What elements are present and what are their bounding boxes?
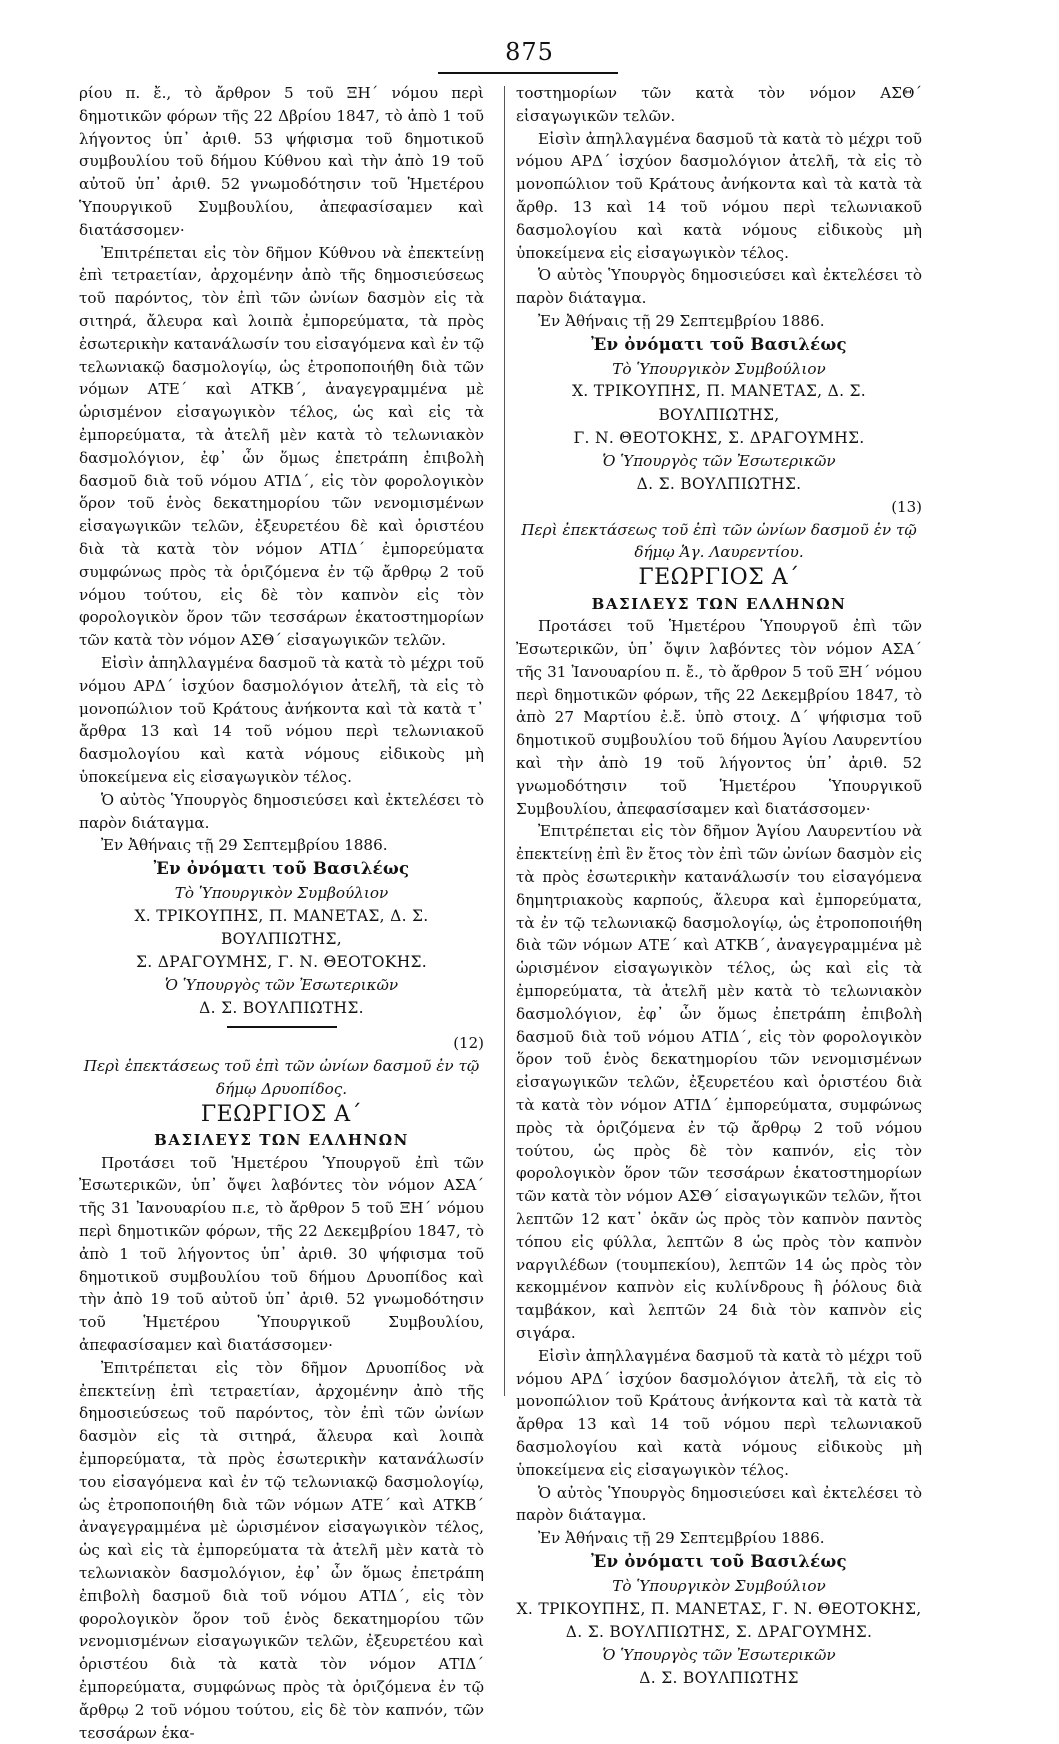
- council-heading: Τὸ Ὑπουργικὸν Συμβούλιον: [174, 883, 389, 902]
- decree-date: Ἐν Ἀθήναις τῇ 29 Σεπτεμβρίου 1886.: [538, 311, 825, 330]
- king-title: ΒΑΣΙΛΕΥΣ ΤΩΝ ΕΛΛΗΝΩΝ: [591, 594, 847, 613]
- minister-title: Ὁ Ὑπουργὸς τῶν Ἐσωτερικῶν: [602, 452, 836, 471]
- paragraph: Προτάσει τοῦ Ἡμετέρου Ὑπουργοῦ ἐπὶ τῶν Ἐσωτερικῶν, ὑπ᾽ ὄψει λαβόντες τὸν νόμον ΑΣΑ΄ τῆς 31 Ἰανουαρίου π.ε, τὸ ἄρθρον 5 τοῦ ΞΗ΄ νόμου περὶ δημοτικῶν φόρων, τῆς 22 Δεκεμβρίου 1847, τὸ ἀπὸ 1 τοῦ λήγοντος ὑπ᾽ ἀριθ. 30 ψήφισμα τοῦ δημοτικοῦ συμβουλίου τοῦ δήμου Δρυοπίδος καὶ τὴν ἀπὸ 19 τοῦ αὐτοῦ ὑπ᾽ ἀριθ. 52 γνωμοδότησιν τοῦ Ἡμετέρου Ὑπουργικοῦ Συμβουλίου, ἀπεφασίσαμεν καὶ διατάσσομεν·: [79, 1153, 484, 1354]
- decree-date: Ἐν Ἀθήναις τῇ 29 Σεπτεμβρίου 1886.: [101, 836, 388, 855]
- paragraph: Ἐπιτρέπεται εἰς τὸν δῆμον Κύθνου νὰ ἐπεκτείνῃ ἐπὶ τετραετίαν, ἀρχομένην ἀπὸ τῆς δημοσιεύσεως τοῦ παρόντος, τὸν ἐπὶ τῶν ὠνίων δασμὸν εἰς τὰ σιτηρά, ἄλευρα καὶ λοιπὰ ἐμπορεύματα, τὰ πρὸς ἐσωτερικὴν κατανάλωσίν του εἰσαγόμενα καὶ ἐν τῷ τελωνιακῷ δασμολογίῳ, ὡς ἐτροποποιήθη διὰ τῶν νόμων ΑΤΕ΄ καὶ ΑΤΚΒ΄, ἀναγεγραμμένα μὲ ὡρισμένον εἰσαγωγικὸν τέλος, ὡς καὶ εἰς τὰ ἐμπορεύματα, τὰ ἀτελῆ μὲν κατὰ τὸ τελωνιακὸν δασμολόγιον, ἐφ᾽ ὧν ὅμως ἐπετράπη ἐπιβολὴ δασμοῦ διὰ τοῦ νόμου ΑΤΙΔ΄, εἰς τὸν φορολογικὸν ὅρον τοῦ ἑνὸς δεκατημορίου τῶν νενομισμένων εἰσαγωγικῶν τελῶν, ἐξευρετέου δὲ καὶ ὁριστέου διὰ τὰ κατὰ τὸν νόμον ΑΤΙΔ΄ ἐμπορεύματα συμφώνως πρὸς τὰ ὁριζόμενα ἐν τῷ ἄρθρῳ 2 τοῦ νόμου τούτου, εἰς δὲ τὸν καπνὸν εἰς τὸν φορολογικὸν ὅρον τῶν τεσσάρων ἑκατοστημορίων τῶν κατὰ τὸν νόμον ΑΣΘ΄ εἰσαγωγικῶν τελῶν.: [79, 243, 484, 650]
- header-rule: [438, 72, 618, 74]
- king-title: ΒΑΣΙΛΕΥΣ ΤΩΝ ΕΛΛΗΝΩΝ: [154, 1131, 409, 1150]
- signatories: Χ. ΤΡΙΚΟΥΠΗΣ, Π. ΜΑΝΕΤΑΣ, Δ. Σ. ΒΟΥΛΠΙΩΤΗΣ,: [571, 382, 867, 424]
- in-name-of-king: Ἐν ὀνόματι τοῦ Βασιλέως: [153, 859, 410, 879]
- paragraph: Εἰσὶν ἀπηλλαγμένα δασμοῦ τὰ κατὰ τὸ μέχρι τοῦ νόμου ΑΡΔ΄ ἰσχύον δασμολόγιον ἀτελῆ, τὰ εἰς τὸ μονοπώλιον τοῦ Κράτους ἀνήκοντα καὶ τὰ κατὰ τὰ ἄρθρα 13 καὶ 14 τοῦ νόμου περὶ τελωνιακοῦ δασμολογίου καὶ κατὰ νόμους εἰδικοὺς μὴ ὑποκείμενα εἰς εἰσαγωγικὸν τέλος.: [516, 1346, 922, 1479]
- minister-title: Ὁ Ὑπουργὸς τῶν Ἐσωτερικῶν: [164, 976, 399, 995]
- signatories: Σ. ΔΡΑΓΟΥΜΗΣ, Γ. Ν. ΘΕΟΤΟΚΗΣ.: [135, 953, 427, 972]
- minister-name: Δ. Σ. ΒΟΥΛΠΙΩΤΗΣ.: [199, 999, 364, 1018]
- left-column: [79, 82, 484, 1744]
- decree-title: Περὶ ἐπεκτάσεως τοῦ ἐπὶ τῶν ὠνίων δασμοῦ ἐν τῷ δήμῳ Ἁγ. Λαυρεντίου.: [521, 520, 917, 562]
- signatories: Χ. ΤΡΙΚΟΥΠΗΣ, Π. ΜΑΝΕΤΑΣ, Δ. Σ. ΒΟΥΛΠΙΩΤΗΣ,: [134, 906, 429, 948]
- paragraph: Ἐπιτρέπεται εἰς τὸν δῆμον Δρυοπίδος νὰ ἐπεκτείνῃ ἐπὶ τετραετίαν, ἀρχομένην ἀπὸ τῆς δημοσιεύσεως τοῦ παρόντος, τὸν ἐπὶ τῶν ὠνίων δασμὸν εἰς τὰ σιτηρά, ἄλευρα καὶ λοιπὰ ἐμπορεύματα, τὰ πρὸς ἐσωτερικὴν κατανάλωσίν του εἰσαγόμενα καὶ ἐν τῷ τελωνιακῷ δασμολογίῳ, ὡς ἐτροποποιήθη διὰ τῶν νόμων ΑΤΕ΄ καὶ ΑΤΚΒ΄ ἀναγεγραμμένα μὲ ὡρισμένον εἰσαγωγικὸν τέλος, ὡς καὶ εἰς τὰ ἐμπορεύματα τὰ ἀτελῆ μὲν κατὰ τὸ τελωνιακὸν δασμολόγιον, ἐφ᾽ ὧν ὅμως ἐπετράπη ἐπιβολὴ δασμοῦ διὰ τοῦ νόμου ΑΤΙΔ΄, εἰς τὸν φορολογικὸν ὅρον τοῦ ἑνὸς δεκατημορίου τῶν νενομισμένων εἰσαγωγικῶν τελῶν, ἐξευρετέου καὶ ὁριστέου διὰ τὰ κατὰ τὸν νόμον ΑΤΙΔ΄ ἐμπορεύματα, συμφώνως πρὸς τὰ ὁριζόμενα ἐν τῷ ἄρθρῳ 2 τοῦ νόμου τούτου, εἰς δὲ τὸν καπνόν, τῶν τεσσάρων ἑκα-: [79, 1358, 484, 1742]
- paragraph: Ὁ αὐτὸς Ὑπουργὸς δημοσιεύσει καὶ ἐκτελέσει τὸ παρὸν διάταγμα.: [79, 790, 484, 832]
- paragraph: Ὁ αὐτὸς Ὑπουργὸς δημοσιεύσει καὶ ἐκτελέσει τὸ παρὸν διάταγμα.: [516, 266, 922, 308]
- king-name: ΓΕΩΡΓΙΟΣ Α΄: [200, 1101, 363, 1127]
- paragraph: Εἰσὶν ἀπηλλαγμένα δασμοῦ τὰ κατὰ τὸ μέχρι τοῦ νόμου ΑΡΔ΄ ἰσχύον δασμολόγιον ἀτελῆ, τὰ εἰς τὸ μονοπώλιον τοῦ Κράτους ἀνήκοντα καὶ τὰ κατὰ τὰ ἄρθρ. 13 καὶ 14 τοῦ νόμου περὶ τελωνιακοῦ δασμολογίου καὶ κατὰ νόμους εἰδικοὺς μὴ ὑποκείμενα εἰς εἰσαγωγικὸν τέλος.: [516, 129, 922, 262]
- decree-number: (12): [453, 1034, 484, 1053]
- king-name: ΓΕΩΡΓΙΟΣ Α΄: [638, 565, 800, 591]
- decree-date: Ἐν Ἀθήναις τῇ 29 Σεπτεμβρίου 1886.: [538, 1529, 825, 1548]
- in-name-of-king: Ἐν ὀνόματι τοῦ Βασιλέως: [591, 334, 847, 354]
- minister-title: Ὁ Ὑπουργὸς τῶν Ἐσωτερικῶν: [602, 1646, 836, 1665]
- paragraph: Εἰσὶν ἀπηλλαγμένα δασμοῦ τὰ κατὰ τὸ μέχρι τοῦ νόμου ΑΡΔ΄ ἰσχύον δασμολόγιον ἀτελῆ, τὰ εἰς τὸ μονοπώλιον τοῦ Κράτους ἀνήκοντα καὶ τὰ κατὰ τ᾽ ἄρθρα 13 καὶ 14 τοῦ νόμου περὶ τελωνιακοῦ δασμολογίου καὶ κατὰ νόμους εἰδικοὺς μὴ ὑποκείμενα εἰς εἰσαγωγικὸν τέλος.: [79, 653, 484, 786]
- page-number: 875: [505, 38, 554, 66]
- signatories: Γ. Ν. ΘΕΟΤΟΚΗΣ, Σ. ΔΡΑΓΟΥΜΗΣ.: [573, 428, 865, 447]
- council-heading: Τὸ Ὑπουργικὸν Συμβούλιον: [612, 1576, 826, 1595]
- paragraph: Ὁ αὐτὸς Ὑπουργὸς δημοσιεύσει καὶ ἐκτελέσει τὸ παρὸν διάταγμα.: [516, 1483, 922, 1525]
- decree-title: Περὶ ἐπεκτάσεως τοῦ ἐπὶ τῶν ὠνίων δασμοῦ ἐν τῷ δήμῳ Δρυοπίδος.: [83, 1056, 480, 1098]
- column-divider: [504, 86, 505, 1396]
- minister-name: Δ. Σ. ΒΟΥΛΠΙΩΤΗΣ.: [636, 474, 802, 493]
- in-name-of-king: Ἐν ὀνόματι τοῦ Βασιλέως: [591, 1551, 847, 1571]
- signatories: Δ. Σ. ΒΟΥΛΠΙΩΤΗΣ, Σ. ΔΡΑΓΟΥΜΗΣ.: [565, 1622, 873, 1641]
- paragraph: ρίου π. ἔ., τὸ ἄρθρον 5 τοῦ ΞΗ΄ νόμου περὶ δημοτικῶν φόρων τῆς 22 Δβρίου 1847, τὸ ἀπὸ 1 τοῦ λήγοντος ὑπ᾽ ἀριθ. 53 ψήφισμα τοῦ δημοτικοῦ συμβουλίου τοῦ δήμου Κύθνου καὶ τὴν ἀπὸ 19 τοῦ αὐτοῦ ὑπ᾽ ἀριθ. 52 γνωμοδότησιν τοῦ Ἡμετέρου Ὑπουργικοῦ Συμβουλίου, ἀπεφασίσαμεν καὶ διατάσσομεν·: [79, 84, 484, 239]
- paragraph: Ἐπιτρέπεται εἰς τὸν δῆμον Ἁγίου Λαυρεντίου νὰ ἐπεκτείνῃ ἐπὶ ἓν ἔτος τὸν ἐπὶ τῶν ὠνίων δασμὸν εἰς τὰ πρὸς ἐσωτερικὴν κατανάλωσίν του εἰσαγόμενα δημητριακοὺς καρπούς, ἄλευρα καὶ ἐμπορεύματα, τὰ ἐν τῷ τελωνιακῷ δασμολογίῳ, ὡς ἐτροποποιήθη διὰ τῶν νόμων ΑΤΕ΄ καὶ ΑΤΚΒ΄, ἀναγεγραμμένα μὲ ὡρισμένον εἰσαγωγικὸν τέλος, ὡς καὶ εἰς τὰ ἐμπορεύματα, τὰ ἀτελῆ μὲν κατὰ τὸ τελωνιακὸν δασμολόγιον, ἐφ᾽ ὧν ὅμως ἐπετράπη ἐπιβολὴ δασμοῦ διὰ τοῦ νόμου ΑΤΙΔ΄, εἰς τὸν φορολογικὸν ὅρον τοῦ ἑνὸς δεκατημορίου τῶν νενομισμένων εἰσαγωγικῶν τελῶν, ἐξευρετέου καὶ ὁριστέου διὰ τὰ κατὰ τὸν νόμον ΑΤΙΔ΄ ἐμπορεύματα, συμφώνως πρὸς τὰ ὁριζόμενα ἐν τῷ ἄρθρῳ 2 τοῦ νόμου τούτου, ὡς πρὸς δὲ τὸν καπνόν, εἰς τὸν φορολογικὸν ὅρον τῶν τεσσάρων ἑκατοστημορίων τῶν κατὰ τὸν νόμον ΑΣΘ΄ εἰσαγωγικῶν τελῶν, ἤτοι λεπτῶν 12 κατ᾽ ὀκᾶν ὡς πρὸς τὸν καπνὸν παντὸς τόπου εἰς φύλλα, λεπτῶν 8 ὡς πρὸς τὸν καπνὸν ναργιλέδων (τουμπεκίου), λεπτῶν 14 ὡς πρὸς τὸν κεκομμένον καπνὸν εἰς κυλίνδρους ἢ ῥόλους διὰ ταμβάκον, καὶ λεπτῶν 24 διὰ τὸν καπνὸν εἰς σιγάρα.: [516, 822, 922, 1342]
- paragraph: τοστημορίων τῶν κατὰ τὸν νόμον ΑΣΘ΄ εἰσαγωγικῶν τελῶν.: [516, 84, 922, 125]
- section-rule: [227, 1026, 337, 1028]
- right-column: [516, 82, 922, 1690]
- decree-number: (13): [891, 498, 922, 517]
- minister-name: Δ. Σ. ΒΟΥΛΠΙΩΤΗΣ: [639, 1668, 799, 1687]
- paragraph: Προτάσει τοῦ Ἡμετέρου Ὑπουργοῦ ἐπὶ τῶν Ἐσωτερικῶν, ὑπ᾽ ὄψιν λαβόντες τὸν νόμον ΑΣΑ΄ τῆς 31 Ἰανουαρίου π. ἔ., τὸ ἄρθρον 5 τοῦ ΞΗ΄ νόμου περὶ δημοτικῶν φόρων, τῆς 22 Δεκεμβρίου 1847, τὸ ἀπὸ 27 Μαρτίου ἐ.ἔ. ὑπὸ στοιχ. Δ΄ ψήφισμα τοῦ δημοτικοῦ συμβουλίου τοῦ δήμου Ἁγίου Λαυρεντίου καὶ τὴν ἀπὸ 19 τοῦ λήγοντος ὑπ᾽ ἀριθ. 52 γνωμοδότησιν τοῦ Ἡμετέρου Ὑπουργικοῦ Συμβουλίου, ἀπεφασίσαμεν καὶ διατάσσομεν·: [516, 617, 922, 818]
- signatories: Χ. ΤΡΙΚΟΥΠΗΣ, Π. ΜΑΝΕΤΑΣ, Γ. Ν. ΘΕΟΤΟΚΗΣ,: [516, 1599, 922, 1618]
- council-heading: Τὸ Ὑπουργικὸν Συμβούλιον: [612, 359, 826, 378]
